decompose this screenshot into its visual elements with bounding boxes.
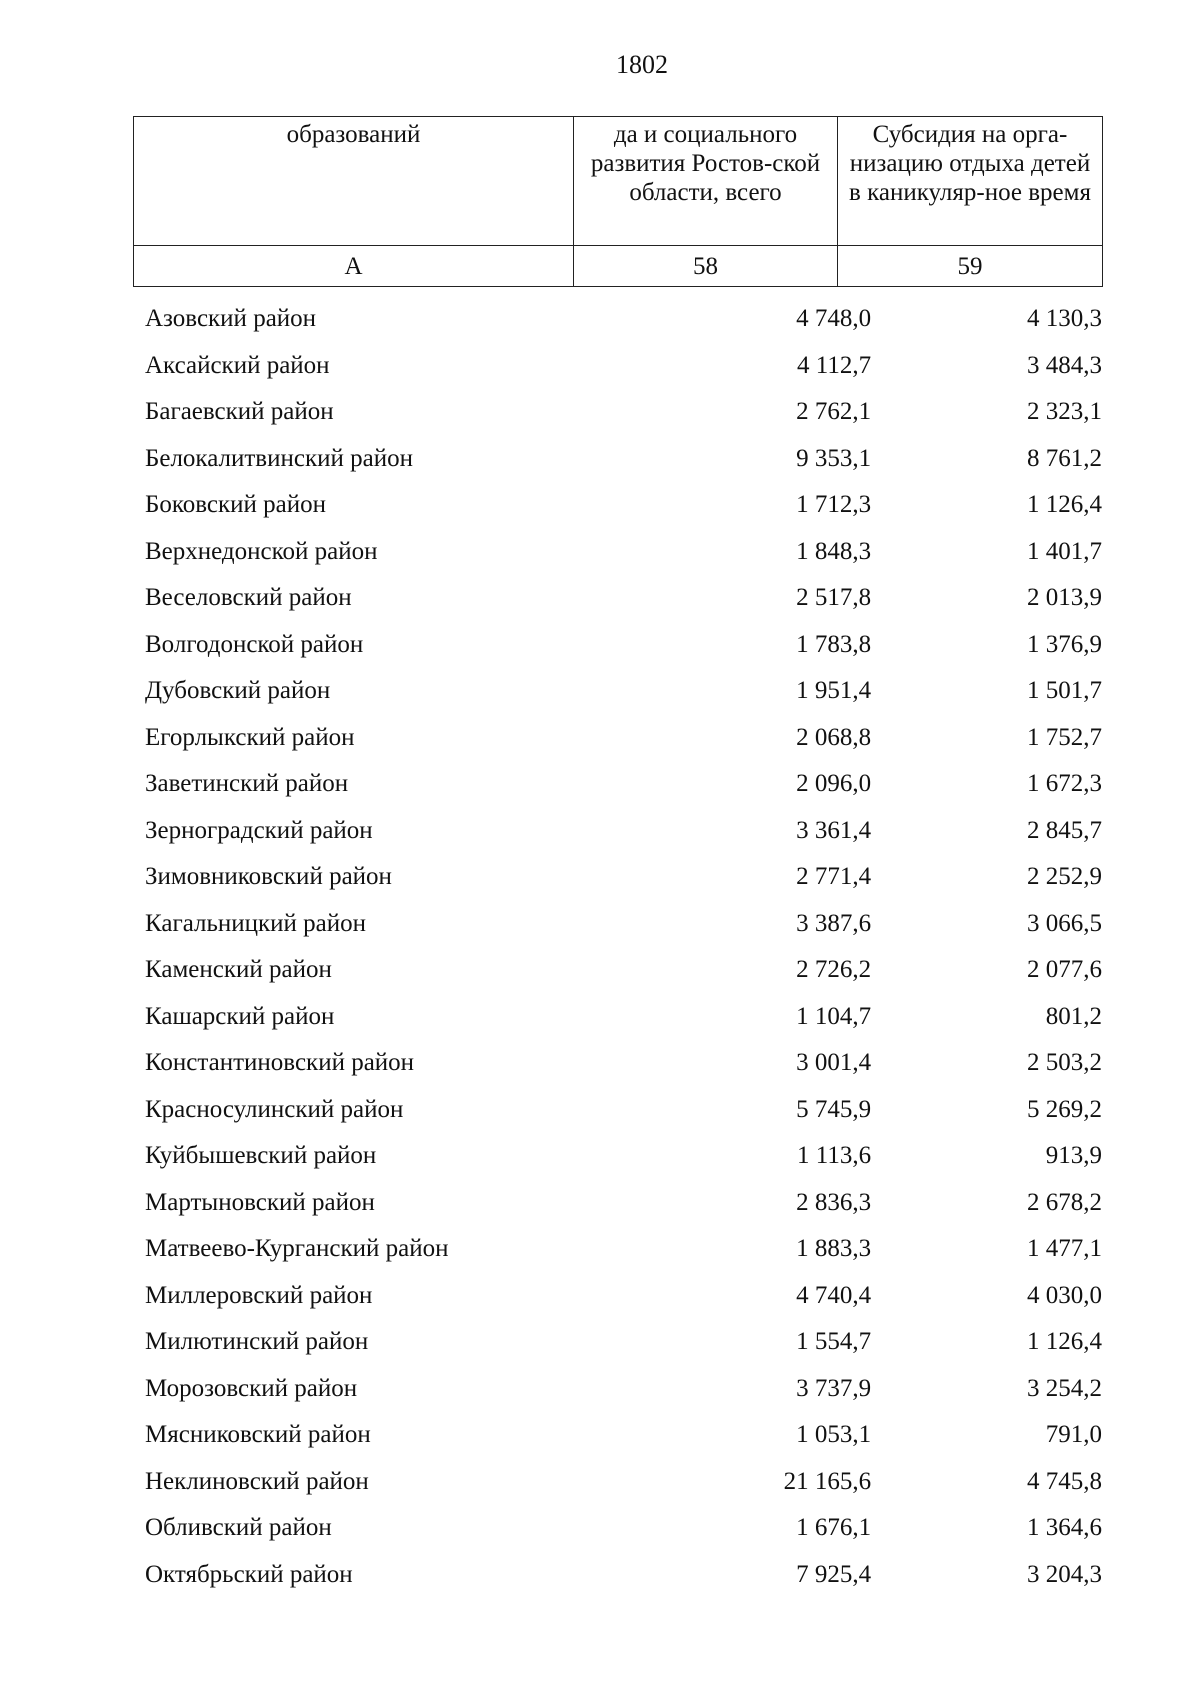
header-col-59: Субсидия на орга-низацию отдыха детей в каникуляр-ное время [838, 117, 1103, 246]
value-col-59: 2 013,9 [1027, 584, 1102, 612]
district-name: Мясниковский район [145, 1421, 371, 1449]
table-row [133, 668, 1102, 715]
value-col-59: 8 761,2 [1027, 444, 1102, 472]
district-name: Милютинский район [145, 1328, 369, 1356]
district-name: Егорлыкский район [145, 723, 355, 751]
table-row [133, 529, 1102, 576]
district-name: Обливский район [145, 1514, 332, 1542]
value-col-59: 2 503,2 [1027, 1049, 1102, 1077]
table-row [133, 715, 1102, 762]
value-col-59: 913,9 [1045, 1142, 1102, 1170]
table-body [133, 296, 1102, 1598]
value-col-58: 1 712,3 [796, 491, 872, 519]
value-col-59: 5 269,2 [1027, 1095, 1102, 1123]
table-row [133, 994, 1102, 1041]
table-row [133, 808, 1102, 855]
table-row [133, 1459, 1102, 1506]
table-row [133, 947, 1102, 994]
value-col-59: 3 254,2 [1027, 1374, 1102, 1402]
table-row [133, 1226, 1102, 1273]
table-row [133, 1366, 1102, 1413]
value-col-59: 1 401,7 [1027, 537, 1102, 565]
value-col-59: 1 477,1 [1027, 1235, 1102, 1263]
page-number: 1802 [616, 50, 668, 79]
district-name: Волгодонской район [145, 630, 364, 658]
header-col-58: да и социального развития Ростов-ской области, всего [574, 117, 838, 246]
value-col-59: 1 752,7 [1027, 723, 1102, 751]
district-name: Кагальницкий район [145, 909, 367, 937]
table-row [133, 1180, 1102, 1227]
value-col-59: 1 126,4 [1027, 491, 1102, 519]
value-col-58: 2 068,8 [796, 723, 872, 751]
value-col-58: 4 748,0 [796, 305, 872, 333]
table-row [133, 901, 1102, 948]
district-name: Азовский район [145, 305, 317, 333]
column-number-59: 59 [838, 246, 1103, 287]
value-col-59: 1 672,3 [1027, 770, 1102, 798]
value-col-59: 4 030,0 [1027, 1281, 1102, 1309]
district-name: Куйбышевский район [145, 1142, 377, 1170]
value-col-59: 2 077,6 [1027, 956, 1102, 984]
value-col-59: 791,0 [1045, 1421, 1102, 1449]
value-col-58: 1 676,1 [796, 1514, 872, 1542]
value-col-59: 4 745,8 [1027, 1467, 1102, 1495]
district-name: Зерноградский район [145, 816, 373, 844]
value-col-59: 4 130,3 [1027, 305, 1102, 333]
value-col-58: 4 112,7 [797, 351, 872, 379]
value-col-59: 1 501,7 [1027, 677, 1102, 705]
value-col-59: 2 845,7 [1027, 816, 1102, 844]
value-col-59: 1 364,6 [1027, 1514, 1102, 1542]
table-row [133, 854, 1102, 901]
value-col-58: 21 165,6 [783, 1467, 872, 1495]
district-name: Матвеево-Курганский район [145, 1235, 449, 1263]
value-col-58: 1 104,7 [796, 1002, 872, 1030]
value-col-58: 1 951,4 [796, 677, 872, 705]
district-name: Верхнедонской район [145, 537, 378, 565]
value-col-58: 2 762,1 [796, 398, 872, 426]
value-col-58: 2 771,4 [796, 863, 872, 891]
value-col-58: 3 737,9 [796, 1374, 872, 1402]
value-col-58: 1 883,3 [796, 1235, 872, 1263]
value-col-59: 3 066,5 [1027, 909, 1102, 937]
value-col-58: 2 836,3 [796, 1188, 872, 1216]
district-name: Кашарский район [145, 1002, 335, 1030]
value-col-58: 5 745,9 [796, 1095, 872, 1123]
column-number-58: 58 [574, 246, 838, 287]
value-col-59: 1 126,4 [1027, 1328, 1102, 1356]
value-col-59: 2 252,9 [1027, 863, 1102, 891]
district-name: Дубовский район [145, 677, 331, 705]
district-name: Багаевский район [145, 398, 334, 426]
district-name: Морозовский район [145, 1374, 358, 1402]
district-name: Заветинский район [145, 770, 349, 798]
value-col-59: 2 323,1 [1027, 398, 1102, 426]
district-name: Белокалитвинский район [145, 444, 413, 472]
table-row [133, 389, 1102, 436]
district-name: Неклиновский район [145, 1467, 369, 1495]
value-col-58: 3 387,6 [796, 909, 872, 937]
table-row [133, 436, 1102, 483]
district-name: Аксайский район [145, 351, 330, 379]
value-col-58: 1 053,1 [796, 1421, 872, 1449]
value-col-58: 2 726,2 [796, 956, 872, 984]
value-col-58: 7 925,4 [796, 1560, 872, 1588]
value-col-58: 3 001,4 [796, 1049, 872, 1077]
value-col-59: 3 484,3 [1027, 351, 1102, 379]
value-col-59: 1 376,9 [1027, 630, 1102, 658]
value-col-58: 1 848,3 [796, 537, 872, 565]
value-col-58: 9 353,1 [796, 444, 872, 472]
table-row [133, 622, 1102, 669]
table-row [133, 343, 1102, 390]
district-name: Зимовниковский район [145, 863, 392, 891]
table-row [133, 1040, 1102, 1087]
table-header [133, 116, 1103, 287]
table-row [133, 482, 1102, 529]
column-number-a: А [134, 246, 574, 287]
district-name: Каменский район [145, 956, 332, 984]
value-col-58: 1 554,7 [796, 1328, 872, 1356]
district-name: Константиновский район [145, 1049, 415, 1077]
header-municipality: образований [134, 117, 574, 246]
district-name: Веселовский район [145, 584, 352, 612]
district-name: Октябрьский район [145, 1560, 353, 1588]
table-row [133, 575, 1102, 622]
value-col-59: 2 678,2 [1027, 1188, 1102, 1216]
value-col-58: 1 783,8 [796, 630, 872, 658]
district-name: Миллеровский район [145, 1281, 373, 1309]
table-row [133, 1552, 1102, 1599]
table-row [133, 1319, 1102, 1366]
value-col-58: 2 517,8 [796, 584, 872, 612]
district-name: Боковский район [145, 491, 326, 519]
district-name: Красносулинский район [145, 1095, 404, 1123]
value-col-59: 801,2 [1045, 1002, 1102, 1030]
table-row [133, 761, 1102, 808]
value-col-58: 4 740,4 [796, 1281, 872, 1309]
district-name: Мартыновский район [145, 1188, 375, 1216]
table-row [133, 296, 1102, 343]
table-row [133, 1505, 1102, 1552]
value-col-58: 2 096,0 [796, 770, 872, 798]
value-col-58: 3 361,4 [796, 816, 872, 844]
value-col-59: 3 204,3 [1027, 1560, 1102, 1588]
table-row [133, 1087, 1102, 1134]
table-row [133, 1412, 1102, 1459]
value-col-58: 1 113,6 [797, 1142, 872, 1170]
table-row [133, 1273, 1102, 1320]
table-row [133, 1133, 1102, 1180]
